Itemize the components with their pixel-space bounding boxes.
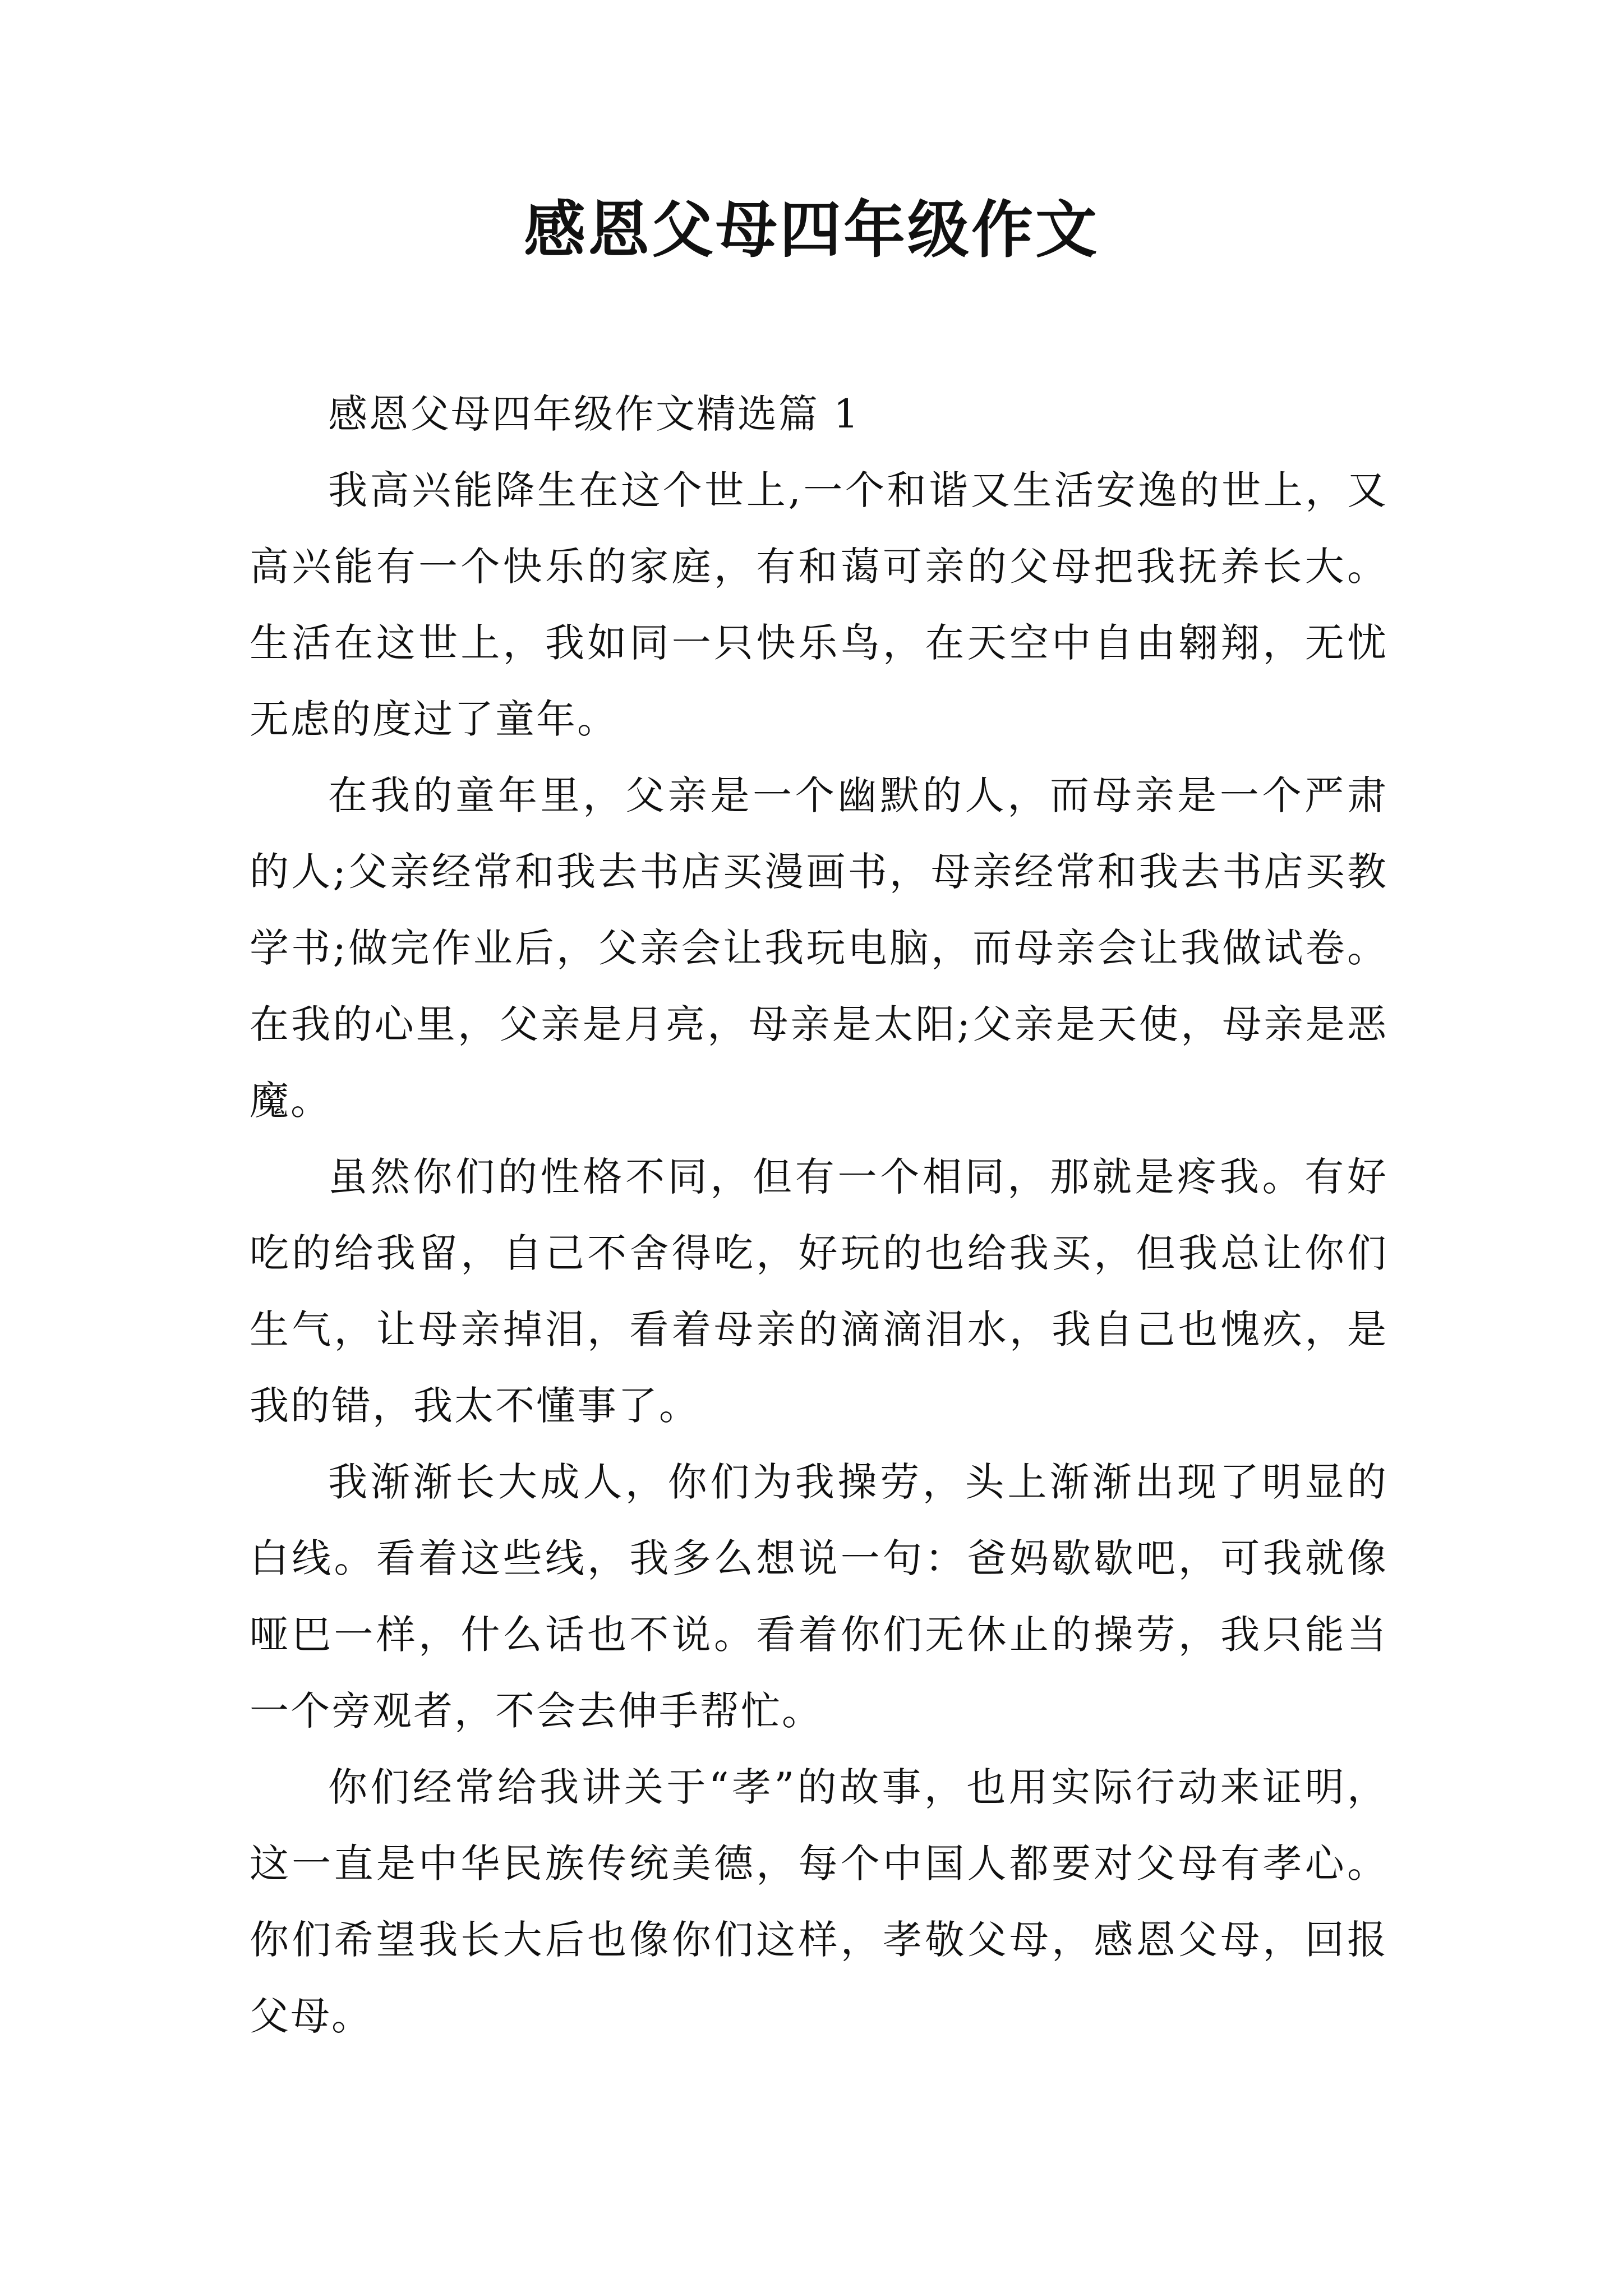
section-heading: 感恩父母四年级作文精选篇 1 bbox=[328, 391, 860, 437]
paragraph-4: 我渐渐长大成人，你们为我操劳，头上渐渐出现了明显的白线。看着这些线，我多么想说一句：爸妈歇歇吧，可我就像哑巴一样，什么话也不说。看着你们无休止的操劳，我只能当一个旁观者，不会去伸手帮忙。 bbox=[250, 1459, 1388, 1734]
document-body bbox=[250, 376, 1388, 2054]
paragraph-2: 在我的童年里，父亲是一个幽默的人，而母亲是一个严肃的人;父亲经常和我去书店买漫画书，母亲经常和我去书店买教学书;做完作业后，父亲会让我玩电脑，而母亲会让我做试卷。在我的心里，父亲是月亮，母亲是太阳;父亲是天使，母亲是恶魔。 bbox=[250, 772, 1388, 1124]
document-title: 感恩父母四年级作文 bbox=[524, 194, 1099, 266]
paragraph-5: 你们经常给我讲关于“孝”的故事，也用实际行动来证明，这一直是中华民族传统美德，每个中国人都要对父母有孝心。你们希望我长大后也像你们这样，孝敬父母，感恩父母，回报父母。 bbox=[250, 1764, 1388, 2039]
paragraph-1: 我高兴能降生在这个世上,一个和谐又生活安逸的世上，又高兴能有一个快乐的家庭，有和蔼可亲的父母把我抚养长大。生活在这世上，我如同一只快乐鸟，在天空中自由翱翔，无忧无虑的度过了童年。 bbox=[250, 467, 1388, 742]
paragraph-3: 虽然你们的性格不同，但有一个相同，那就是疼我。有好吃的给我留，自己不舍得吃，好玩的也给我买，但我总让你们生气，让母亲掉泪，看着母亲的滴滴泪水，我自己也愧疚，是我的错，我太不懂事了。 bbox=[250, 1154, 1388, 1429]
